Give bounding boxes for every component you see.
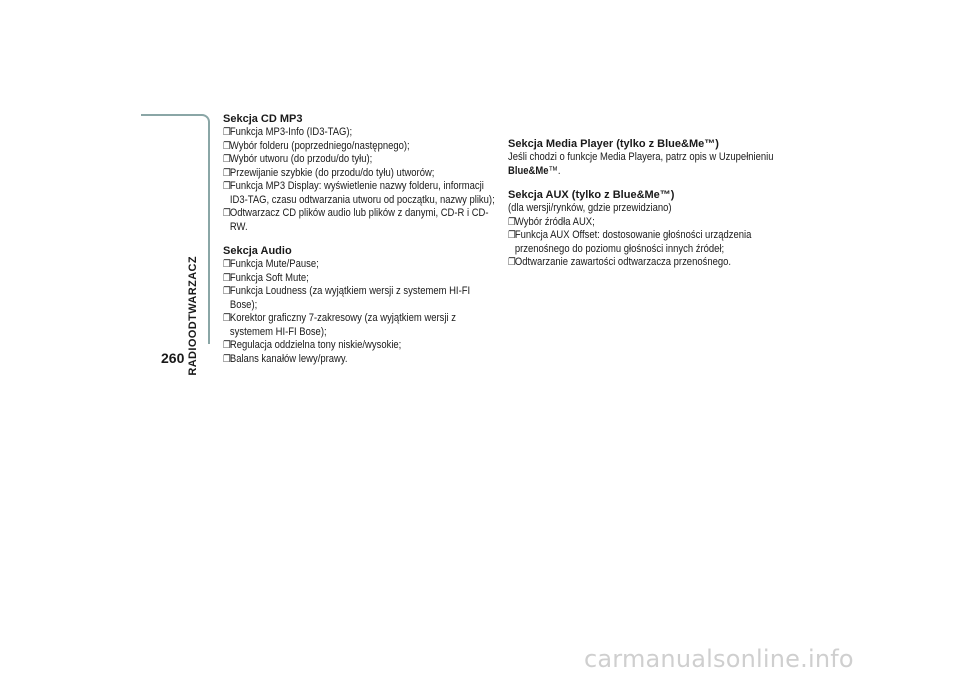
bullet-icon: ❐ bbox=[223, 127, 231, 138]
bullet-list bbox=[508, 216, 798, 270]
bullet-icon: ❐ bbox=[508, 216, 516, 228]
list-item: ❐ Odtwarzacz CD plików audio lub plików z danymi, CD-R i CD-RW. bbox=[223, 207, 489, 233]
side-rule bbox=[141, 114, 210, 344]
brand-name: Blue&Me bbox=[508, 164, 549, 177]
section-title: Sekcja Media Player (tylko z Blue&Me™) bbox=[508, 138, 719, 150]
section-audio bbox=[223, 244, 493, 366]
bullet-icon: ❐ bbox=[508, 230, 516, 241]
bullet-icon: ❐ bbox=[223, 154, 231, 165]
list-item: ❐ Funkcja Soft Mute; bbox=[223, 271, 309, 284]
bullet-icon: ❐ bbox=[223, 167, 231, 179]
list-item: ❐ Funkcja MP3-Info (ID3-TAG); bbox=[223, 126, 353, 138]
list-item: ❐ Przewijanie szybkie (do przodu/do tyłu) utworów; bbox=[223, 166, 435, 179]
list-item: ❐ Balans kanałów lewy/prawy. bbox=[223, 352, 348, 365]
bullet-icon: ❐ bbox=[223, 353, 231, 365]
bullet-list bbox=[223, 126, 493, 234]
bullet-icon: ❐ bbox=[223, 259, 231, 270]
list-item: ❐ Wybór folderu (poprzedniego/następnego); bbox=[223, 139, 410, 152]
bullet-icon: ❐ bbox=[223, 140, 231, 152]
list-item: ❐ Wybór utworu (do przodu/do tyłu); bbox=[223, 153, 373, 165]
list-item: ❐ Wybór źródła AUX; bbox=[508, 215, 595, 228]
section-title: Sekcja Audio bbox=[223, 245, 292, 257]
section-cd-mp3 bbox=[223, 112, 493, 234]
list-item: ❐ Odtwarzanie zawartości odtwarzacza przenośnego. bbox=[508, 256, 731, 268]
section-media-player bbox=[508, 137, 798, 178]
list-item: ❐ Funkcja Mute/Pause; bbox=[223, 258, 319, 270]
page-number: 260 bbox=[161, 350, 185, 366]
bullet-icon: ❐ bbox=[223, 286, 231, 297]
bullet-list bbox=[223, 258, 493, 366]
bullet-icon: ❐ bbox=[223, 181, 231, 192]
list-item: ❐ Funkcja AUX Offset: dostosowanie głośności urządzenia przenośnego do poziomu głośności innych źródeł; bbox=[508, 229, 752, 255]
list-item: ❐ Funkcja MP3 Display: wyświetlenie nazwy folderu, informacji ID3-TAG, czasu odtwarzania utworu od początku, nazwy pliku); bbox=[223, 180, 495, 206]
section-aux bbox=[508, 188, 798, 270]
bullet-icon: ❐ bbox=[508, 257, 516, 268]
right-column bbox=[508, 137, 798, 280]
section-tab-label: RADIOODTWARZACZ bbox=[187, 256, 199, 376]
bullet-icon: ❐ bbox=[223, 340, 231, 351]
section-title: Sekcja CD MP3 bbox=[223, 113, 303, 125]
bullet-icon: ❐ bbox=[223, 208, 231, 219]
section-title: Sekcja AUX (tylko z Blue&Me™) bbox=[508, 189, 675, 201]
list-item: ❐ Funkcja Loudness (za wyjątkiem wersji z systemem HI-FI Bose); bbox=[223, 285, 471, 311]
list-item: ❐ Regulacja oddzielna tony niskie/wysokie; bbox=[223, 339, 402, 351]
section-subtitle: (dla wersji/rynków, gdzie przewidziano) bbox=[508, 202, 672, 214]
bullet-icon: ❐ bbox=[223, 313, 231, 324]
watermark: carmanualsonline.info bbox=[584, 645, 854, 673]
left-column bbox=[223, 112, 493, 376]
bullet-icon: ❐ bbox=[223, 272, 231, 284]
paragraph: Jeśli chodzi o funkcje Media Playera, patrz opis w Uzupełnieniu Blue&Me™. bbox=[508, 151, 774, 177]
list-item: ❐ Korektor graficzny 7-zakresowy (za wyjątkiem wersji z systemem HI-FI Bose); bbox=[223, 312, 456, 338]
